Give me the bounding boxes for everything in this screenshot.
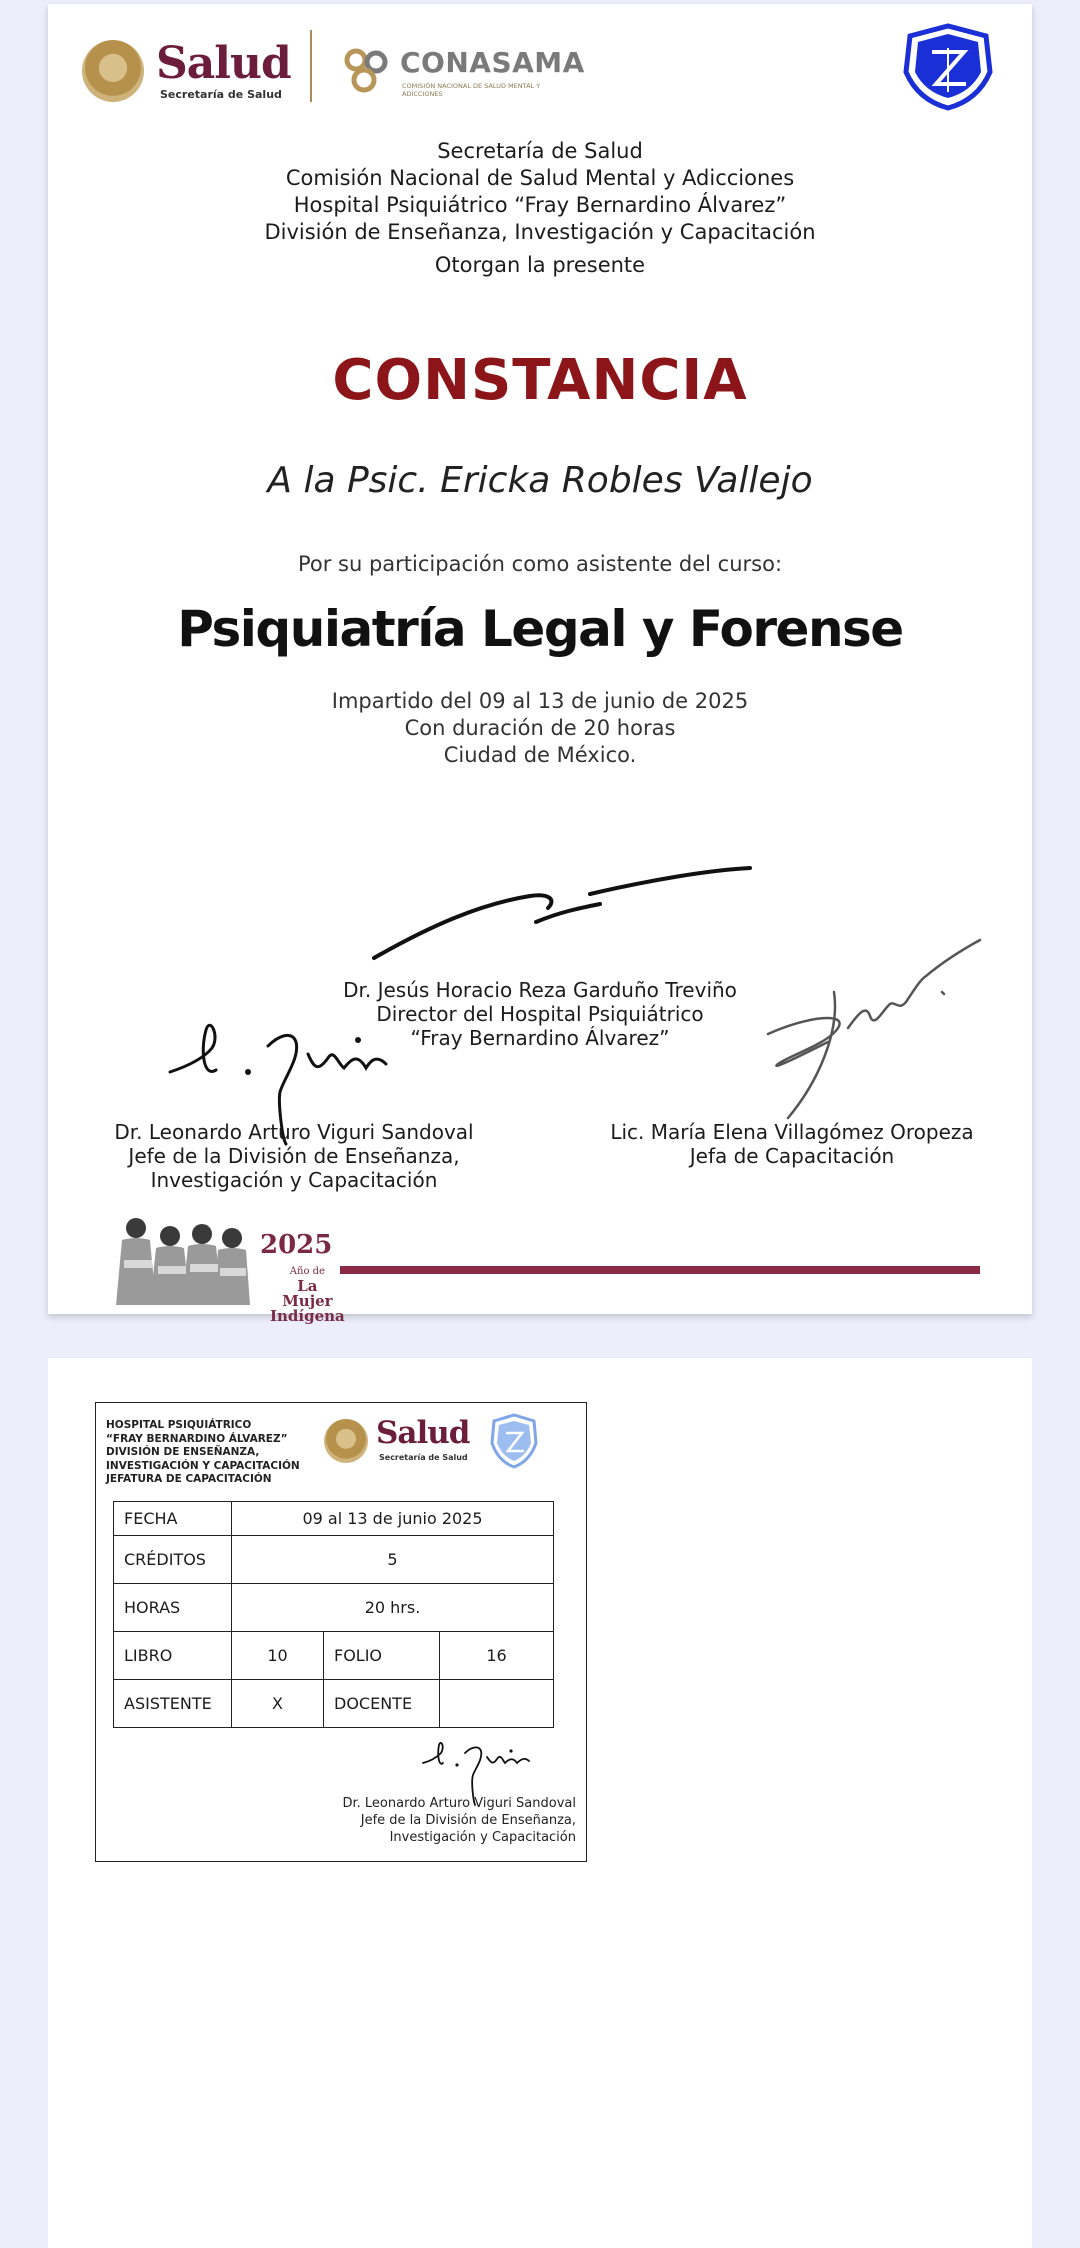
course-name: Psiquiatría Legal y Forense xyxy=(177,600,903,658)
recipient-name: A la Psic. Ericka Robles Vallejo xyxy=(267,460,813,501)
director-name: Dr. Jesús Horacio Reza Garduño Treviño xyxy=(343,978,737,1002)
training-head-title: Jefa de Capacitación xyxy=(689,1144,895,1168)
institutions-block xyxy=(48,138,1032,246)
table-row xyxy=(114,1536,554,1584)
record-header-line: INVESTIGACIÓN Y CAPACITACIÓN xyxy=(106,1459,300,1472)
teaching-head-name: Dr. Leonardo Arturo Viguri Sandoval xyxy=(114,1120,474,1144)
docente-value xyxy=(440,1680,554,1728)
table-row xyxy=(114,1502,554,1536)
table-row xyxy=(114,1584,554,1632)
hospital-crest-icon xyxy=(488,1413,540,1469)
indigenous-women-illustration-icon xyxy=(110,1210,250,1305)
conasama-logo-subtitle: COMISIÓN NACIONAL DE SALUD MENTAL Y ADICCIONES xyxy=(402,82,541,98)
record-header-line: “FRAY BERNARDINO ÁLVAREZ” xyxy=(106,1432,288,1445)
record-salud-logo xyxy=(324,1415,474,1467)
training-head-signature xyxy=(748,932,988,1122)
footer-year: 2025 xyxy=(260,1230,333,1260)
course-location: Ciudad de México. xyxy=(443,743,637,767)
salud-logo-text: Salud xyxy=(156,38,291,89)
record-salud-logo-text: Salud xyxy=(376,1415,470,1451)
conasama-logo xyxy=(340,40,600,100)
asistente-label: ASISTENTE xyxy=(114,1680,232,1728)
director-signature xyxy=(370,856,760,966)
director-hospital: “Fray Bernardino Álvarez” xyxy=(410,1026,670,1050)
certificate-page xyxy=(48,4,1032,1325)
table-row xyxy=(114,1680,554,1728)
table-row xyxy=(114,1632,554,1680)
footer-year-sub-line1: La Mujer xyxy=(282,1277,333,1310)
participation-text: Por su participación como asistente del curso: xyxy=(297,552,783,576)
conasama-logo-text: CONASAMA xyxy=(400,46,585,79)
record-signer-block xyxy=(266,1795,576,1846)
record-header-line: DIVISIÓN DE ENSEÑANZA, xyxy=(106,1446,260,1458)
folio-value: 16 xyxy=(440,1632,554,1680)
salud-logo-subtitle: Secretaría de Salud xyxy=(160,88,282,101)
institution-line: Hospital Psiquiátrico “Fray Bernardino Álvarez” xyxy=(293,193,787,217)
certificate-title: CONSTANCIA xyxy=(332,348,748,413)
institution-line: Comisión Nacional de Salud Mental y Adicciones xyxy=(285,166,795,190)
record-card xyxy=(95,1402,587,1862)
conasama-mark-icon xyxy=(340,44,392,96)
training-head-name: Lic. María Elena Villagómez Oropeza xyxy=(610,1120,974,1144)
institution-line: Secretaría de Salud xyxy=(437,139,643,163)
horas-value: 20 hrs. xyxy=(232,1584,554,1632)
libro-value: 10 xyxy=(232,1632,324,1680)
salud-logo xyxy=(82,34,322,104)
horas-label: HORAS xyxy=(114,1584,232,1632)
docente-label: DOCENTE xyxy=(324,1680,440,1728)
institution-line: División de Enseñanza, Investigación y Capacitación xyxy=(264,220,816,244)
record-card-header xyxy=(106,1419,300,1487)
footer-year-subtitle xyxy=(270,1264,345,1324)
course-duration: Con duración de 20 horas xyxy=(404,716,676,740)
header-divider xyxy=(310,30,312,102)
record-salud-logo-subtitle: Secretaría de Salud xyxy=(379,1453,468,1462)
course-details xyxy=(48,688,1032,769)
training-head-signature-block xyxy=(592,1120,992,1168)
record-signer-division: Investigación y Capacitación xyxy=(389,1830,576,1845)
year-of-indigenous-woman-logo xyxy=(110,1210,345,1325)
course-dates: Impartido del 09 al 13 de junio de 2025 xyxy=(331,689,749,713)
record-page xyxy=(48,1358,1032,2248)
grant-line: Otorgan la presente xyxy=(434,253,646,277)
mexico-eagle-seal-icon xyxy=(82,40,144,102)
footer-year-sub-small: Año de xyxy=(289,1266,325,1277)
footer-decorative-line xyxy=(340,1266,980,1274)
record-header-line: HOSPITAL PSIQUIÁTRICO xyxy=(106,1419,252,1431)
mexico-eagle-seal-icon xyxy=(324,1419,368,1463)
hospital-crest-icon xyxy=(898,22,998,112)
record-header-line: JEFATURA DE CAPACITACIÓN xyxy=(106,1473,272,1485)
libro-label: LIBRO xyxy=(114,1632,232,1680)
record-signer-name: Dr. Leonardo Arturo Viguri Sandoval xyxy=(342,1796,576,1811)
record-signer-title: Jefe de la División de Enseñanza, xyxy=(360,1813,576,1828)
teaching-head-division: Investigación y Capacitación xyxy=(150,1168,438,1192)
creditos-value: 5 xyxy=(232,1536,554,1584)
fecha-value: 09 al 13 de junio 2025 xyxy=(232,1502,554,1536)
record-table xyxy=(113,1501,554,1728)
teaching-head-signature-block xyxy=(94,1120,494,1192)
footer-year-sub-line2: Indígena xyxy=(270,1307,345,1325)
folio-label: FOLIO xyxy=(324,1632,440,1680)
asistente-value: X xyxy=(232,1680,324,1728)
director-title: Director del Hospital Psiquiátrico xyxy=(376,1002,704,1026)
teaching-head-title: Jefe de la División de Enseñanza, xyxy=(128,1144,460,1168)
creditos-label: CRÉDITOS xyxy=(114,1536,232,1584)
fecha-label: FECHA xyxy=(114,1502,232,1536)
